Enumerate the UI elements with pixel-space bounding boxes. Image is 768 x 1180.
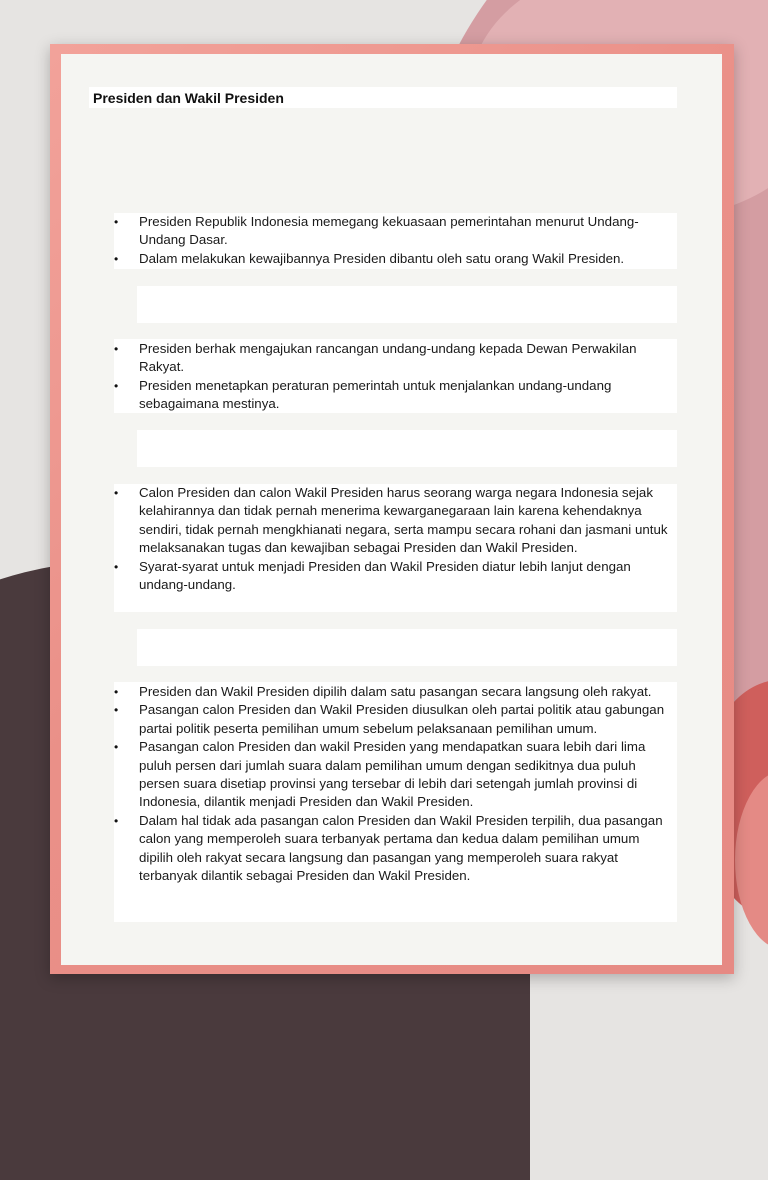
blank-strip bbox=[137, 629, 677, 666]
list-item bbox=[114, 701, 676, 738]
bullet-icon: • bbox=[114, 251, 119, 266]
list-item-text: Dalam melakukan kewajibannya Presiden dibantu oleh satu orang Wakil Presiden. bbox=[139, 250, 625, 266]
list-item bbox=[114, 683, 676, 701]
bullet-icon: • bbox=[114, 740, 119, 755]
list-item-text: Presiden dan Wakil Presiden dipilih dalam satu pasangan secara langsung oleh rakyat. bbox=[139, 684, 652, 699]
bullet-icon: • bbox=[114, 685, 119, 699]
list-item bbox=[114, 738, 676, 812]
bullet-list-4 bbox=[114, 683, 676, 885]
list-item-text: Presiden menetapkan peraturan pemerintah untuk menjalankan undang-undang sebagaimana mestinya. bbox=[139, 377, 612, 412]
list-item bbox=[114, 213, 676, 250]
blank-strip bbox=[137, 286, 677, 323]
bullet-icon: • bbox=[114, 378, 119, 393]
list-item-text: Pasangan calon Presiden dan Wakil Presiden diusulkan oleh partai politik atau gabungan partai politik peserta pemilihan umum sebelum pelaksanaan pemilihan umum. bbox=[139, 702, 665, 736]
list-item bbox=[114, 812, 676, 886]
bullet-icon: • bbox=[114, 813, 119, 828]
bullet-list-3 bbox=[114, 484, 676, 594]
list-item-text: Presiden berhak mengajukan rancangan undang-undang kepada Dewan Perwakilan Rakyat. bbox=[139, 341, 637, 375]
list-item-text: Calon Presiden dan calon Wakil Presiden harus seorang warga negara Indonesia sejak kelahirannya dan tidak pernah menerima kewarganegaraan lain karena kehendaknya sendiri, tidak pernah mengkhianati negara, serta mampu secara rohani dan jasmani untuk melaksanakan tugas dan kewajiban sebagai Presiden dan Wakil Presiden. bbox=[139, 485, 668, 556]
bullet-icon: • bbox=[114, 486, 119, 500]
bullet-icon: • bbox=[114, 703, 119, 718]
list-item-text: Pasangan calon Presiden dan wakil Presiden yang mendapatkan suara lebih dari lima puluh persen dari jumlah suara dalam pemilihan umum dengan sedikitnya dua puluh persen suara disetiap provinsi yang tersebar di lebih dari setengah jumlah provinsi di Indonesia, dilantik menjadi Presiden dan Wakil Presiden. bbox=[139, 739, 646, 810]
list-item bbox=[114, 250, 676, 268]
list-item bbox=[114, 377, 676, 414]
list-item bbox=[114, 484, 676, 558]
bullet-list-2 bbox=[114, 340, 676, 414]
bullet-icon: • bbox=[114, 215, 119, 229]
bullet-icon: • bbox=[114, 559, 119, 574]
list-item-text: Presiden Republik Indonesia memegang kekuasaan pemerintahan menurut Undang-Undang Dasar. bbox=[139, 214, 639, 248]
bullet-icon: • bbox=[114, 342, 119, 356]
list-item-text: Syarat-syarat untuk menjadi Presiden dan Wakil Presiden diatur lebih lanjut dengan undang-undang. bbox=[139, 558, 631, 593]
blank-strip bbox=[137, 430, 677, 467]
list-item-text: Dalam hal tidak ada pasangan calon Presiden dan Wakil Presiden terpilih, dua pasangan calon yang memperoleh suara terbanyak pertama dan kedua dalam pemilihan umum dipilih oleh rakyat secara langsung dan pasangan yang memperoleh suara rakyat terbanyak dilantik sebagai Presiden dan Wakil Presiden. bbox=[139, 812, 663, 884]
list-item bbox=[114, 558, 676, 595]
list-item bbox=[114, 340, 676, 377]
document-title: Presiden dan Wakil Presiden bbox=[93, 90, 284, 106]
bullet-list-1 bbox=[114, 213, 676, 268]
